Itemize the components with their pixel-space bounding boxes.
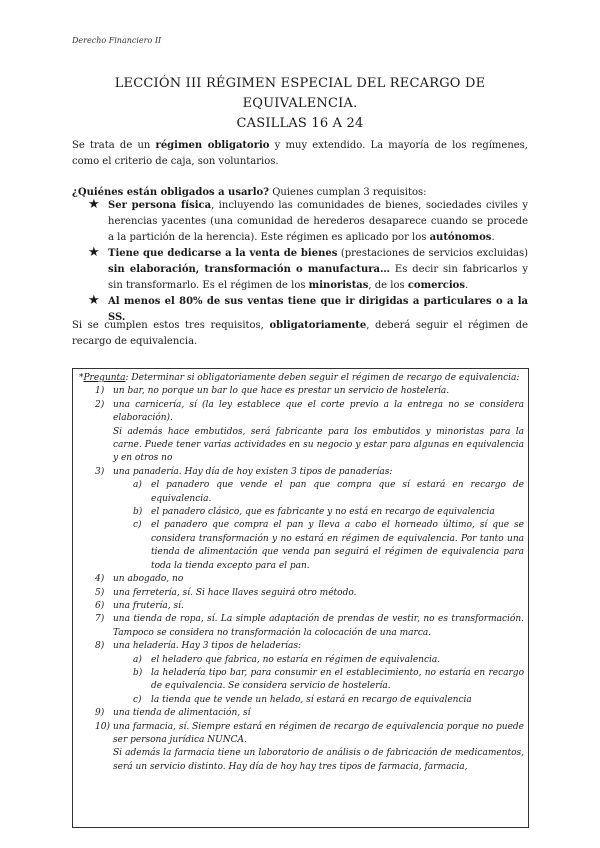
page-header: Derecho Financiero II xyxy=(72,36,162,45)
req2-text-4: . xyxy=(464,280,469,291)
req1-bold-1: Ser persona física xyxy=(108,200,212,211)
question-box xyxy=(72,368,529,828)
sub-item-text: el panadero que compra el pan y lleva a cabo el horneado último, sí que se considera transformación y no estará en régimen de equivalencia. Por tanto una tienda de alimentación que venda pan seguirá el régimen de equivalencia para toda la tienda excepto para el pan. xyxy=(151,520,524,571)
final-text-2: , deberá seguir el régimen de recargo de equivalencia. xyxy=(72,320,529,347)
item-text: una frutería, sí. xyxy=(113,600,184,611)
sub-item xyxy=(79,506,524,519)
q-prefix: * xyxy=(79,373,84,383)
req2-bold-2: sin elaboración, transformación o manufactura… xyxy=(108,264,391,275)
title-line-1: LECCIÓN III RÉGIMEN ESPECIAL DEL RECARGO DE EQUIVALENCIA. xyxy=(114,76,486,111)
item-text: un bar, no porque un bar lo que hace es prestar un servicio de hostelería. xyxy=(113,386,450,397)
sub-item-text: la tienda que te vende un helado, sí estará en recargo de equivalencia xyxy=(151,694,472,705)
item-number: 1) xyxy=(95,386,105,397)
sub-item-text: el heladero que fabrica, no estaría en régimen de equivalencia. xyxy=(151,654,441,665)
item-number: 6) xyxy=(95,600,105,611)
q-text: : Determinar si obligatoriamente deben seguir el régimen de recargo de equivalencia: xyxy=(125,373,520,383)
intro-bold: régimen obligatorio xyxy=(155,140,270,151)
req3-bold-1: Al menos el 80% de sus ventas tiene que ir dirigidas a particulares o a la SS. xyxy=(108,296,528,323)
list-item xyxy=(79,587,524,600)
req2-bold-3: minoristas xyxy=(308,280,369,291)
list-item xyxy=(79,613,524,640)
req2-text-3: , de los xyxy=(368,280,408,291)
requirement-item xyxy=(88,198,528,246)
requirements-list xyxy=(88,198,528,326)
list-item xyxy=(79,573,524,586)
sub-item xyxy=(79,654,524,667)
item-text: un abogado, no xyxy=(113,574,184,585)
conclusion-paragraph xyxy=(72,318,528,350)
item-note: Si además la farmacia tiene un laboratorio de análisis o de fabricación de medicamentos, será un servicio distinto. Hay día de hoy hay tres tipos de farmacia, farmacia, xyxy=(113,748,524,772)
star-bullet-icon: ★ xyxy=(88,293,100,308)
sub-item-letter: a) xyxy=(133,654,142,665)
box-question xyxy=(79,372,524,385)
item-text: una carnicería, sí (la ley establece que el corte previo a la entrega no se considera elaboración). xyxy=(113,399,524,424)
question-rest: Quienes cumplan 3 requisitos: xyxy=(269,187,427,198)
item-text: una heladería. Hay 3 tipos de heladerías: xyxy=(113,641,302,652)
req2-bold-4: comercios xyxy=(407,280,465,291)
list-item xyxy=(79,721,524,748)
sub-item-text: el panadero que vende el pan que compra que sí estará en recargo de equivalencia. xyxy=(151,480,524,504)
question-bold: ¿Quiénes están obligados a usarlo? xyxy=(72,187,270,198)
sub-item-letter: c) xyxy=(133,694,142,705)
item-number: 9) xyxy=(95,708,105,719)
star-bullet-icon: ★ xyxy=(88,197,100,212)
item-number: 10) xyxy=(95,721,110,732)
intro-text-2: y muy extendido. La mayoría de los regímenes, como el criterio de caja, son voluntarios. xyxy=(72,140,528,167)
item-note: Si además hace embutidos, será fabricante para los embutidos y minoristas para la carne. Puede tener varias actividades en su negocio y estar para algunas en equivalencia y en otros no xyxy=(113,426,524,464)
final-text-1: Si se cumplen estos tres requisitos, xyxy=(72,320,270,331)
list-item xyxy=(79,399,524,426)
req1-bold-2: autónomos xyxy=(429,232,492,243)
intro-paragraph xyxy=(72,138,528,170)
sub-item xyxy=(79,694,524,707)
final-bold: obligatoriamente xyxy=(269,320,367,331)
req1-text-1: , incluyendo las comunidades de bienes, sociedades civiles y herencias yacentes (una comunidad de herederos desaparece cuando se procede a la partición de la herencia). Este régimen es aplicado por los xyxy=(108,200,528,243)
item-number: 8) xyxy=(95,641,105,652)
question-box-content xyxy=(79,372,524,774)
sub-item-letter: b) xyxy=(133,507,143,518)
list-item xyxy=(79,466,524,479)
item-text: una panadería. Hay día de hoy existen 3 tipos de panaderías: xyxy=(113,466,393,477)
sub-item-letter: c) xyxy=(133,520,142,531)
item-number: 5) xyxy=(95,587,105,598)
req2-text-1: (prestaciones de servicios excluidas) xyxy=(337,248,528,259)
sub-item-letter: b) xyxy=(133,667,143,678)
item-text: una farmacia, sí. Siempre estará en régimen de recargo de equivalencia porque no puede ser persona jurídica NUNCA. xyxy=(113,721,524,745)
item-text: una ferretería, sí. Si hace llaves seguirá otro método. xyxy=(113,587,357,598)
item-number: 7) xyxy=(95,614,105,625)
list-item xyxy=(79,600,524,613)
sub-item-text: el panadero clásico, que es fabricante y no está en recargo de equivalencia xyxy=(151,507,495,518)
item-number: 3) xyxy=(95,466,105,477)
list-item xyxy=(79,640,524,653)
lesson-title xyxy=(60,74,540,134)
req2-text-2: Es decir sin fabricarlos y sin transformarlo. Es el régimen de los xyxy=(108,264,528,291)
sub-item-text: la heladería tipo bar, para consumir en el establecimiento, no estaría en recargo de equivalencia. Se considera servicio de hostelería. xyxy=(151,667,524,692)
requirement-item xyxy=(88,246,528,294)
req1-text-2: . xyxy=(491,232,495,243)
item-number: 2) xyxy=(95,399,105,410)
title-line-2: CASILLAS 16 A 24 xyxy=(236,116,364,131)
list-item xyxy=(79,385,524,398)
intro-text-1: Se trata de un xyxy=(72,140,156,151)
item-text: una tienda de ropa, sí. La simple adaptación de prendas de vestir, no es transformación. Tampoco se considera no transformación la colocación de una marca. xyxy=(113,614,524,638)
sub-item-letter: a) xyxy=(133,480,142,491)
star-bullet-icon: ★ xyxy=(88,245,100,260)
sub-item xyxy=(79,667,524,694)
q-label: Pregunta xyxy=(83,373,126,383)
list-item xyxy=(79,707,524,720)
item-text: una tienda de alimentación, sí xyxy=(113,708,251,719)
item-number: 4) xyxy=(95,574,105,585)
sub-item xyxy=(79,519,524,573)
sub-item xyxy=(79,479,524,506)
req2-bold-1: Tiene que dedicarse a la venta de bienes xyxy=(108,248,338,259)
